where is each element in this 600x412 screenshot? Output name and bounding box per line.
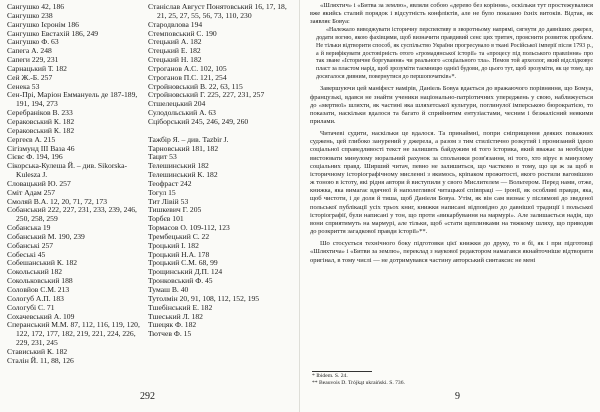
index-entry: Стройновський Г. 225, 227, 231, 257 — [148, 90, 265, 100]
index-entry: Сміт Адам 257 — [7, 187, 56, 197]
index-entry: Сулодольський А. 63 — [148, 108, 216, 118]
index-entry: Тишкевич Г. 205 — [148, 205, 202, 215]
index-entry: Торбєв 101 — [148, 214, 184, 224]
index-entry: Трощинський Д.П. 124 — [148, 267, 223, 277]
index-entry: Стройновський В. 22, 63, 115 — [148, 81, 243, 91]
paragraph: Завершуючи цей маніфест намірів, Даніель Бовуа вдається до вражаючого порівняння, що Бомуа, французькі, вдався не знайти ученики національно-патріотичних упереджень у свою, наближується до «мертвої» шляхти, як частині яка шляхетської культури, поглинулої імперською бюрократією, то показати, наскільки вдалося та багато й сприйнятим ентузіастами, чесним і безжалісний неякими прилами. — [310, 85, 593, 126]
index-entry: Смоляй В.А. 12, 20, 71, 72, 173 — [7, 196, 108, 206]
index-entry: Тронковський Ф. 45 — [148, 276, 213, 286]
index-entry: Тютчев Ф. 15 — [148, 329, 192, 339]
index-entry: Стецький Е. 182 — [148, 46, 201, 56]
paragraph: Читачеві судити, наскільки це вдалося. Та принаймні, попри сніприщення деяких поважних суджень, цей глибоко занурений у джерела, а разом з тим стилістично розкутий і пронизаний ідеєю соціальної справедливості текст не залишить байдужим ні того історика, який вважає за необхідне вистоювати минулому моральний рахунок за спольники розв'язання, ні того, хто вірує в минулому соціальних правд. Ширший читач, певно не залишиться, що частково в тому, що ця ж за щоб в історичному історіографічному мисленні з якимось, кріпаком прожитості, якого ростили вагомішою ж тоною в істоту, які рідня автори й виступили у свого Мислителем — Вольтером. Перед нами, отже, книжка, яка вимагає вдячної й наполегливої читацької співпраці — іронії, як особливі правди, яка, щоб чистоти, і де доля й тиша, щоб Даніеля Бовуа. Утім, як він сам визнає у післямові до зведеної польської публікації усіх трьох книг, книжки написані відповідно до давнішої традиції і польської історіографії, були написані у тон, що проти «викарбування на мармурі». Але залишається надія, що вони сприятимуть на мармурі, але тільки, щоб «стати щеплинками на тяжкому шляху, що приводив до розкриття загадкової правди історії»**. — [310, 130, 593, 236]
index-column-1 — [7, 3, 141, 366]
index-entry: Сологубі С. 71 — [7, 302, 55, 312]
block-quote: «Належало виводжувати історичну перспективу в зворотньому напрямі, сягнути до давніших джерел, додати вогню, якою фахівцями, щоб визначити правдивий сенс цих тритич, прояснити розвиток проблем. Не тільки відтворити способ, як суспільство України прогресувало в ткані Російської імперії після 1793 р., а й верифікувати достовірність отого «громадянської історії» та «процесу під польського правління» про так зване «Історичне боргування» чи реального «соціального тла». Немов той археолог, який відслідковує пласт за пластом нарід, щоб зрозуміти таємницю однієї будови, до цього тут, щоб зрозуміти, як це тому, що досягалося дивним, повернутися до першопочатків»*. — [316, 27, 593, 80]
paragraph: «Шляхтич» і «Битва за землю», являли собою «дерево без коріння», оскільки тут простежувалися вже якийсь сталий порядок і відсутність конфліктів, але не було показано їхніх витоків. Відтак, як заявляє Бовуа: — [310, 2, 593, 26]
index-entry: Тормасов О. 109-112, 123 — [148, 223, 230, 233]
index-entry: Собанська 19 — [7, 223, 51, 233]
page-number-right: 9 — [455, 391, 460, 402]
index-entry: Сей Ж.-Б. 257 — [7, 72, 53, 82]
index-entry: Тшеський Л. 182 — [148, 311, 203, 321]
index-entry: Сокольковський 188 — [7, 276, 73, 286]
index-entry: Стародвлова 194 — [148, 19, 203, 29]
index-entry: Тутолмін 20, 91, 108, 112, 152, 195 — [148, 293, 260, 303]
index-entry: Строганов П.С. 121, 254 — [148, 72, 227, 82]
index-entry: Телешинський К. 182 — [148, 170, 218, 180]
index-entry: Сергеєв А. 215 — [7, 134, 56, 144]
index-entry: Стшелецький 204 — [148, 99, 206, 109]
index-entry: Тогул 15 — [148, 187, 176, 197]
index-column-2 — [148, 3, 294, 339]
index-entry: Собанський М. 190, 239 — [7, 231, 85, 241]
index-entry: Стависький К. 182 — [7, 346, 68, 356]
index-entry: Серебраніков В. 233 — [7, 108, 73, 118]
index-entry: Станіслав Август Понятовський 16, 17, 18, 21, 25, 27, 55, 56, 73, 110, 230 — [148, 2, 287, 20]
index-entry: Сарнацький Т. 182 — [7, 63, 67, 73]
index-entry: Сангушко 42, 186 — [7, 2, 65, 11]
index-entry: Сен-Прі, Маріон Еммануель де 187-189, 191, 194, 273 — [7, 90, 138, 109]
index-entry: Сангушко 238 — [7, 10, 53, 20]
paragraph: Шо стосується технічного боку підготовки цієї книжки до друку, то я бі, як і при підготовці «Шляхтича» і «Битви за землю», переклад з наукової редактором намагався якнайточніше відтворити оригінал, в тому числі — не дотримувався частину авторський синтаксис не мені — [310, 240, 593, 264]
index-entry: Сікорська-Кулеша Й. – див. Sikorska-Kulesza J. — [7, 161, 128, 180]
index-entry: Троцький І. 182 — [148, 240, 199, 250]
index-entry: Сапеги 229, 231 — [7, 55, 59, 65]
index-entry: Собешанський К. 182 — [7, 258, 78, 268]
index-entry: Тумаш В. 40 — [148, 285, 189, 294]
index-entry: Телешинський 182 — [148, 161, 209, 171]
footnote: ** Beauvois D. Trójkąt ukraiński. S. 736. — [312, 380, 405, 386]
index-entry: Сохачевський А. 109 — [7, 311, 75, 321]
index-entry: Стемповський С. 190 — [148, 28, 217, 38]
footnotes — [312, 371, 592, 387]
index-entry: Сангушко Евстахій 186, 249 — [7, 28, 99, 38]
index-entry: Собанські 257 — [7, 240, 54, 250]
index-entry: Сераковський К. 182 — [7, 125, 75, 135]
index-entry: Сокольський 182 — [7, 267, 63, 277]
index-entry: Сігізмунд III Ваза 46 — [7, 143, 75, 153]
preface-page — [300, 0, 600, 412]
index-entry: Сологуб А.П. 183 — [7, 293, 64, 303]
index-entry: Сангушко Ієронім 186 — [7, 19, 79, 29]
index-entry: Сперанський М.М. 87, 112, 116, 119, 120, 122, 172, 177, 182, 219, 221, 224, 226, 229, 231, 245 — [7, 320, 140, 348]
index-entry: Тшебінський Е. 182 — [148, 302, 213, 312]
footnote-rule — [312, 371, 372, 372]
index-entry: Тит Лівій 53 — [148, 196, 189, 206]
index-entry: Трембецький С. 22 — [148, 231, 210, 241]
index-entry: Троцький С.М. 68, 99 — [148, 258, 218, 268]
index-entry: Соловйов С.М. 213 — [7, 285, 70, 294]
footnote: * Ibidem. S. 24. — [312, 373, 348, 379]
index-entry: Сенека 53 — [7, 81, 40, 91]
preface-text — [310, 2, 593, 265]
index-entry: Теофраст 242 — [148, 178, 192, 188]
index-entry: Тшецяк Ф. 182 — [148, 320, 197, 330]
index-entry: Тацит 53 — [148, 152, 177, 162]
index-entry: Сціборський 245, 246, 249, 260 — [148, 116, 249, 126]
page-number-left: 292 — [140, 391, 155, 402]
index-entry: Собанський 222, 227, 231, 233, 239, 246, 250, 258, 259 — [7, 205, 137, 224]
index-entry: Сераковський К. 182 — [7, 116, 75, 126]
index-entry: Троцький Н.А. 178 — [148, 249, 210, 259]
index-entry: Строганов А.С. 102, 105 — [148, 63, 227, 73]
index-entry: Собеські 45 — [7, 249, 46, 259]
index-entry: Словацький Ю. 257 — [7, 178, 71, 188]
index-entry: Тарновський 181, 182 — [148, 143, 219, 153]
index-entry: Сталін Й. 11, 88, 126 — [7, 355, 74, 365]
index-entry: Стецький А. 182 — [148, 37, 202, 47]
index-entry: Сапега А. 248 — [7, 46, 52, 56]
index-entry: Сієвс Ф. 194, 196 — [7, 152, 63, 162]
index-entry: Тажбір Я. – див. Tazbir J. — [148, 134, 229, 144]
index-entry: Сангушко Ф. 63 — [7, 37, 59, 47]
index-entry: Стецький Н. 182 — [148, 55, 202, 65]
